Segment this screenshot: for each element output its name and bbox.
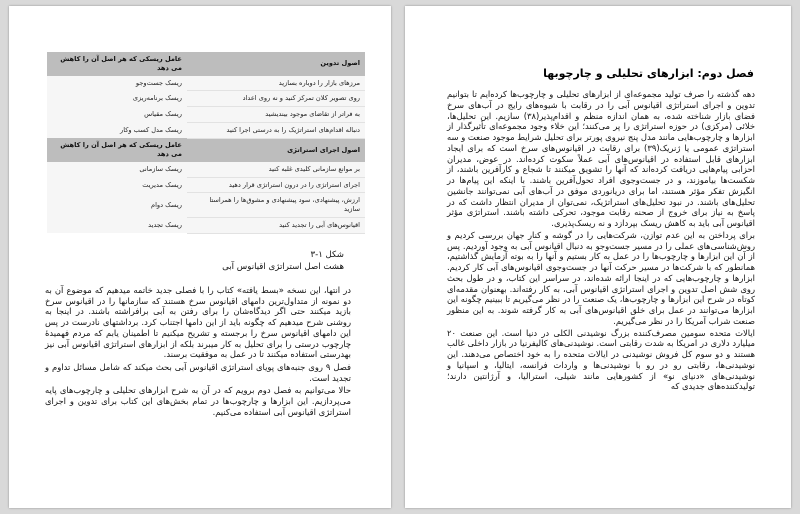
table-cell: روی تصویر کلان تمرکز کنید و نه روی اعداد	[187, 91, 365, 107]
figure-caption	[222, 249, 344, 273]
table-cell: ریسک سازمانی	[47, 162, 187, 177]
table-cell: ریسک مدل کسب وکار	[47, 122, 187, 138]
table-cell: بر موانع سازمانی کلیدی غلبه کنید	[187, 162, 365, 177]
table-row	[47, 162, 365, 177]
table-row	[47, 76, 365, 91]
left-page	[9, 6, 391, 508]
table-cell: به فراتر از تقاضای موجود بیندیشید	[187, 107, 365, 123]
table-cell: اقیانوس‌های آبی را تجدید کنید	[187, 218, 365, 234]
table-row	[47, 91, 365, 107]
table-row	[47, 122, 365, 138]
paragraph: حالا می‌توانیم به فصل دوم برویم که در آن به شرح ابزارهای تحلیلی و چارچوب‌های پایه می‌پردازیم. این ابزارها و چارچوب‌ها در تمام بخش‌های این کتاب برای تدوین و اجرای استراتژی اقیانوس آبی استفاده می‌کنیم.	[45, 385, 351, 417]
table-header-row	[47, 52, 365, 76]
table-cell: دنباله اقدام‌های استراتژیک را به درستی اجرا کنید	[187, 122, 365, 138]
table-cell: مرزهای بازار را دوباره بسازید	[187, 76, 365, 91]
table-row	[47, 218, 365, 234]
figure-title: هشت اصل استراتژی اقیانوس آبی	[222, 262, 344, 272]
table-cell: ارزش، پیشنهادی، سود پیشنهادی و مشوق‌ها را همراستا سازید	[187, 193, 365, 218]
table-row	[47, 177, 365, 193]
table-cell: ریسک برنامه‌ریزی	[47, 91, 187, 107]
chapter-title: فصل دوم: ابزارهای تحلیلی و چارچوبها	[543, 67, 754, 80]
table-header-cell: اصول اجرای استراتژی	[187, 138, 365, 162]
table-header-cell: عامل ریسکی که هر اصل آن را کاهش می دهد	[47, 52, 187, 76]
table-cell: ریسک دوام	[47, 193, 187, 218]
left-body-text	[45, 285, 351, 419]
paragraph: ایالات متحده سومین مصرف‌کننده بزرگ نوشیدنی الکلی در دنیا است. این صنعت ۲۰ میلیارد دلاری در امریکا به شدت رقابتی است. نوشیدنی‌های کالیفرنیا در بازار داخلی غالب هستند و دو سوم کل فروش نوشیدنی در ایالات متحده را به خود اختصاص می‌دهند. این نوشیدنی‌ها، رقابتی رو در رو با نوشیدنی‌ها و واردات فرانسه، ایتالیا، و اسپانیا و نوشیدنی‌های «دنیای نو» از کشورهایی مانند شیلی، استرالیا، و آرژانتین دارند؛ تولیدکننده‌های جدیدی که	[447, 327, 755, 392]
table-cell: ریسک مدیریت	[47, 177, 187, 193]
table-cell: اجرای استراتژی را در درون استراتژی قرار دهید	[187, 177, 365, 193]
table-cell: ریسک تجدید	[47, 218, 187, 234]
table-header-row	[47, 138, 365, 162]
right-body-text	[447, 89, 755, 393]
figure-label: شکل ۱-۳	[310, 250, 344, 260]
table-row	[47, 193, 365, 218]
paragraph: فصل ۹ روی جنبه‌های پویای استراتژی اقیانوس آبی بحث میکند که شامل مسائل تداوم و تجدید است.	[45, 361, 351, 383]
paragraph: برای پرداختن به این عدم توازن، شرکت‌هایی را در گوشه و کنار جهان بررسی کردیم و روش‌شناسی‌های عملی را در مسیر جست‌وجو به دنبال اقیانوس آبی به وجود آوردیم. پس از آن این ابزارها و چارچوب‌ها را در عمل به کار بستیم و آنها را به بوته آزمایش گذاشتیم، همانطور که با شرکت‌ها در مسیر حرکت آنها در جست‌وجوی اقیانوس‌های آبی کار کردیم. ابزارها و چارچوب‌هایی که در اینجا ارائه شده‌اند، در سراسر این کتاب، و در طول بحث روی شش اصل تدوین و اجرای استراتژی اقیانوس آبی، به کار رفته‌اند. بهعنوان مقدمه‌ای کوتاه در شرح این ابزارها و چارچوب‌ها، یک صنعت را در نظر می‌گیریم تا ببینیم چگونه این ابزارها می‌توانند در عمل برای خلق اقیانوس‌های آبی به کار گرفته شوند. به این منظور صنعت شراب آمریکا را در نظر می‌گیریم.	[447, 229, 755, 326]
right-page	[405, 6, 791, 508]
paragraph: دهه گذشته را صرف تولید مجموعه‌ای از ابزارهای تحلیلی و چارچوب‌ها کرده‌ایم تا بتوانیم تدوین و اجرای استراتژی اقیانوس آبی را در رقابت با شیوه‌های رایج در آب‌های سرخ فضای بازار شناخته شده، به همان اندازه منظم و اقدام‌پذیر(۳۸) سازیم. این تحلیل‌ها، خلائی (مرکزی) در حوزه استراتژی را پر می‌کنند؛ این خلاء وجود مجموعه‌ای تأثیرگذار از ابزارها و چارچوب‌هایی مانند مدل پنج نیروی پورتر برای تحلیل شرایط موجود صنعت و سه استراتژی عمومی یا ژنریک(۳۹) برای رقابت در اقیانوس‌های سرخ است که برای ایجاد ابزارهای قابل استفاده در اقیانوس‌های آبی عملاً سکوت کرده‌اند. در عوض، مدیران احزابی پیام‌هایی دریافت کرده‌اند که آنها را تشویق میکنند تا شجاع و کارآفرین باشند، از شکست‌ها بیاموزند، و در جست‌وجوی افراد تحول‌آفرین باشند. با اینکه این پیام‌ها در انگیزش تفکر مؤثر هستند، اما برای دریانوردی موفق در آب‌های آبی نمی‌توانند جانشین تحلیل‌های باشند. در نبود تحلیل‌های استراتژیک، نمی‌توان از مدیران انتظار داشت که در پاسخ به نیاز برای خروج از صحنه رقابت موجود، تحرکی داشته باشند. استراتژی مؤثر اقیانوس آبی باید به کاهش ریسک بپردازد و نه ریسک‌پذیری.	[447, 89, 755, 228]
table-header-cell: اصول تدوین	[187, 52, 365, 76]
table-row	[47, 107, 365, 123]
paragraph: در انتها، این نسخه «بسط یافته» کتاب را با فصلی جدید خاتمه میدهیم که موضوع آن به دو نمونه از متداول‌ترین دامهای اقیانوس سرخ هستند که سازمانها را در اقیانوس سرخ بازید میکنند حتی اگر دیدگاه‌شان را برای رفتن به آبی برافراشته باشند. در اینجا به روشنی شرح میدهیم که چگونه باید از این دامها اجتناب کرد. برداشتهای نادرست در پس این دامهای اقیانوس سرخ را برجسته و تشریح میکنیم تا اطمینان یابم که مردم فهمیدهٔ چارچوب درستی را برای تحلیل به کار میبرند بلکه از ابزارهای استراتژی اقیانوس آبی نیز بهدرستی استفاده میکنند تا در عمل به موفقیت برسند.	[45, 285, 351, 360]
principles-table	[47, 52, 365, 234]
table-cell: ریسک جست‌وجو	[47, 76, 187, 91]
table-header-cell: عامل ریسکی که هر اصل آن را کاهش می دهد	[47, 138, 187, 162]
table-cell: ریسک مقیاس	[47, 107, 187, 123]
